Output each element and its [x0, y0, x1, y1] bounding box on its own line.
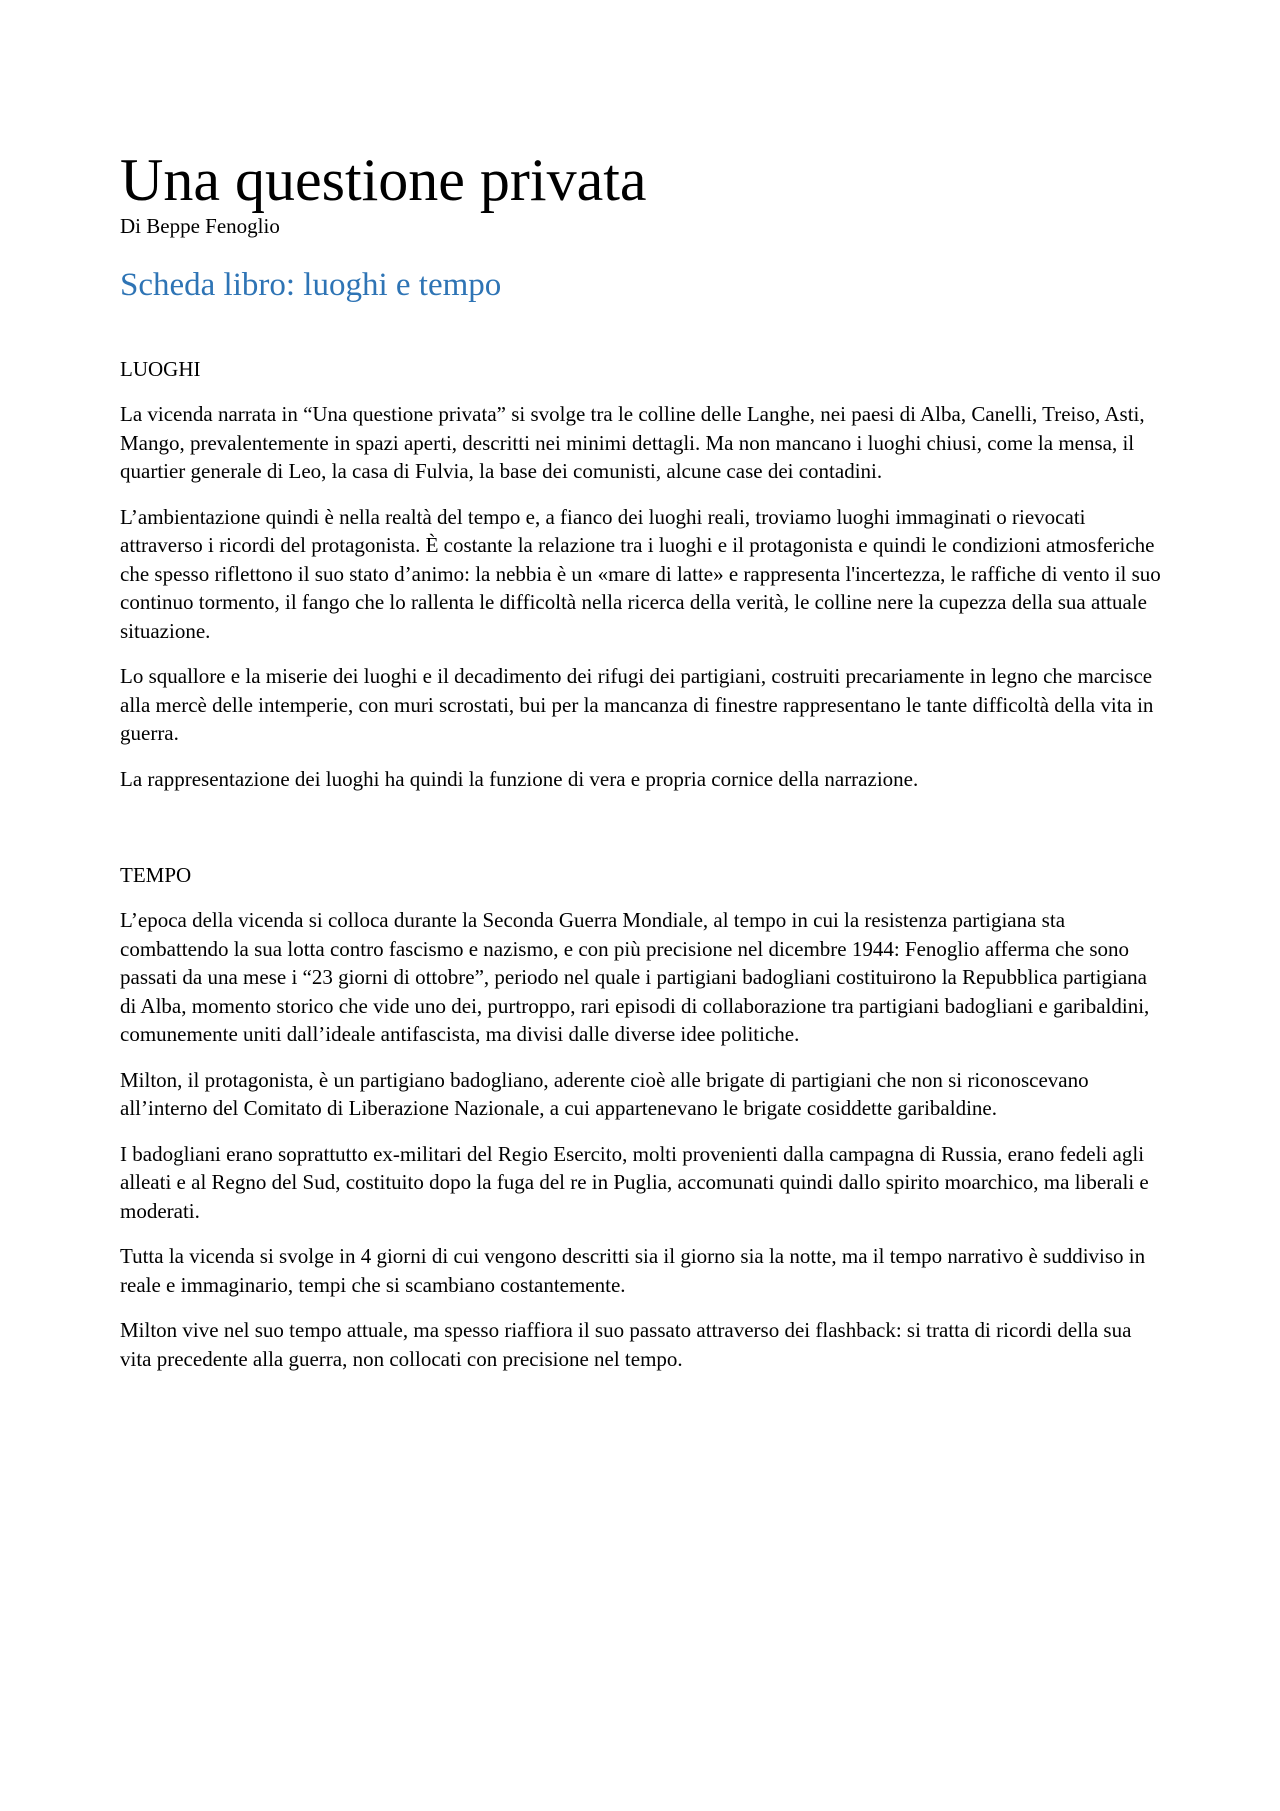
- paragraph: La rappresentazione dei luoghi ha quindi la funzione di vera e propria cornice della narrazione.: [120, 766, 919, 791]
- document-subtitle: Scheda libro: luoghi e tempo: [120, 267, 502, 304]
- paragraph: I badogliani erano soprattutto ex-militari del Regio Esercito, molti provenienti dalla campagna di Russia, erano fedeli agli alleati e al Regno del Sud, costituito dopo la fuga del re in Puglia, accomunati quindi dallo spirito moarchico, ma liberali e moderati.: [120, 1141, 1149, 1223]
- paragraph: Tutta la vicenda si svolge in 4 giorni di cui vengono descritti sia il giorno sia la notte, ma il tempo narrativo è suddiviso in reale e immaginario, tempi che si scambiano costantemente.: [120, 1244, 1146, 1297]
- paragraph: L’epoca della vicenda si colloca durante la Seconda Guerra Mondiale, al tempo in cui la resistenza partigiana sta combattendo la sua lotta contro fascismo e nazismo, e con più precisione nel dicembre 1944: Fenoglio afferma che sono passati da una mese i “23 giorni di ottobre”, periodo nel quale i partigiani badogliani costituirono la Repubblica partigiana di Alba, momento storico che vide uno dei, purtroppo, rari episodi di collaborazione tra partigiani badogliani e garibaldini, comunemente uniti dall’ideale antifascista, ma divisi dalle diverse idee politiche.: [120, 908, 1150, 1047]
- section-luoghi: [120, 356, 1168, 793]
- section-tempo: [120, 862, 1168, 1373]
- document-title: Una questione privata: [120, 147, 647, 213]
- paragraph: La vicenda narrata in “Una questione privata” si svolge tra le colline delle Langhe, nei paesi di Alba, Canelli, Treiso, Asti, Mango, prevalentemente in spazi aperti, descritti nei minimi dettagli. Ma non mancano i luoghi chiusi, come la mensa, il quartier generale di Leo, la casa di Fulvia, la base dei comunisti, alcune case dei contadini.: [120, 402, 1145, 484]
- paragraph: L’ambientazione quindi è nella realtà del tempo e, a fianco dei luoghi reali, troviamo luoghi immaginati o rievocati attraverso i ricordi del protagonista. È costante la relazione tra i luoghi e il protagonista e quindi le condizioni atmosferiche che spesso riflettono il suo stato d’animo: la nebbia è un «mare di latte» e rappresenta l'incertezza, le raffiche di vento il suo continuo tormento, il fango che lo rallenta le difficoltà nella ricerca della verità, le colline nere la cupezza della sua attuale situazione.: [120, 504, 1161, 643]
- paragraph: Milton vive nel suo tempo attuale, ma spesso riaffiora il suo passato attraverso dei flashback: si tratta di ricordi della sua vita precedente alla guerra, non collocati con precisione nel tempo.: [120, 1318, 1132, 1371]
- paragraph: Milton, il protagonista, è un partigiano badogliano, aderente cioè alle brigate di partigiani che non si riconoscevano all’interno del Comitato di Liberazione Nazionale, a cui appartenevano le brigate cosiddette garibaldine.: [120, 1067, 1089, 1121]
- document-author: Di Beppe Fenoglio: [120, 214, 280, 238]
- document-body: [120, 147, 1168, 1373]
- paragraph: Lo squallore e la miserie dei luoghi e il decadimento dei rifugi dei partigiani, costruiti precariamente in legno che marcisce alla mercè delle intemperie, con muri scrostati, bui per la mancanza di finestre rappresentano le tante difficoltà della vita in guerra.: [120, 664, 1154, 746]
- section-heading-tempo: TEMPO: [120, 863, 192, 888]
- section-heading-luoghi: LUOGHI: [120, 356, 201, 381]
